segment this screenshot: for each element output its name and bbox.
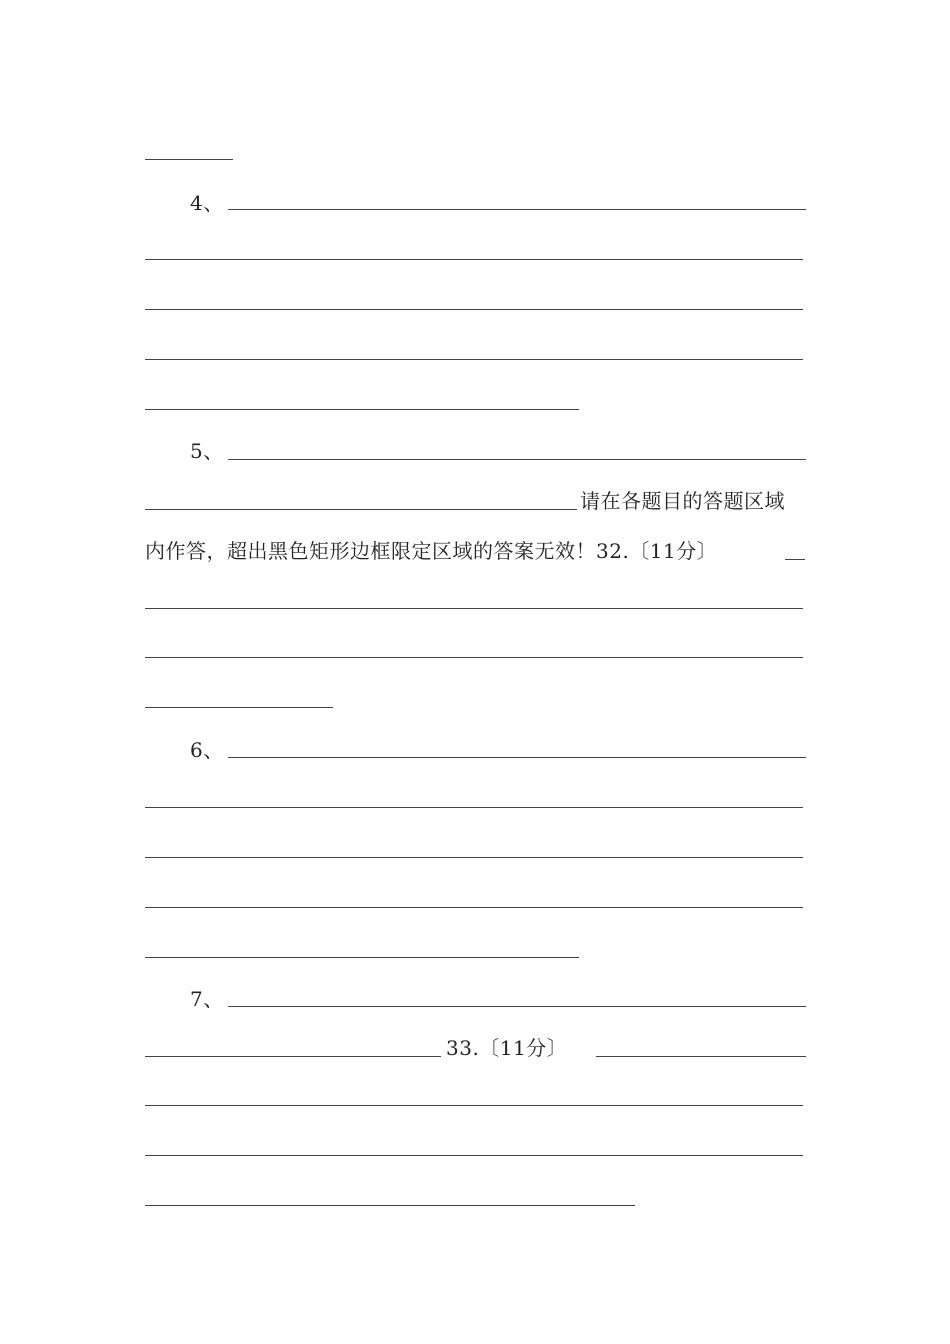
answer-blank-line[interactable] bbox=[145, 657, 803, 658]
answer-blank-line[interactable] bbox=[145, 608, 803, 609]
question-33-label: 33.〔11分〕 bbox=[446, 1036, 568, 1060]
answer-blank-line[interactable] bbox=[145, 957, 579, 958]
answer-blank-line[interactable] bbox=[228, 209, 806, 210]
answer-blank-line[interactable] bbox=[145, 409, 579, 410]
answer-blank-line[interactable] bbox=[145, 1205, 635, 1206]
answer-blank-line[interactable] bbox=[145, 159, 233, 160]
answer-blank-line[interactable] bbox=[145, 359, 803, 360]
answer-blank-line[interactable] bbox=[145, 857, 803, 858]
answer-blank-line[interactable] bbox=[145, 707, 333, 708]
question-number-4: 4、 bbox=[190, 191, 224, 215]
answer-area-notice-part1: 请在各题目的答题区域 bbox=[580, 489, 785, 513]
answer-blank-line[interactable] bbox=[145, 509, 577, 510]
question-number-5: 5、 bbox=[190, 439, 224, 463]
answer-blank-line[interactable] bbox=[145, 1155, 803, 1156]
answer-blank-line[interactable] bbox=[145, 259, 803, 260]
answer-blank-line[interactable] bbox=[785, 559, 805, 560]
answer-blank-line[interactable] bbox=[596, 1056, 806, 1057]
answer-blank-line[interactable] bbox=[145, 1056, 441, 1057]
question-number-7: 7、 bbox=[190, 987, 224, 1011]
answer-blank-line[interactable] bbox=[228, 757, 806, 758]
answer-blank-line[interactable] bbox=[228, 459, 806, 460]
answer-blank-line[interactable] bbox=[145, 807, 803, 808]
answer-area-notice-part2: 内作答，超出黑色矩形边框限定区域的答案无效！32.〔11分〕 bbox=[145, 539, 718, 563]
answer-blank-line[interactable] bbox=[228, 1006, 806, 1007]
answer-blank-line[interactable] bbox=[145, 1105, 803, 1106]
answer-blank-line[interactable] bbox=[145, 907, 803, 908]
question-number-6: 6、 bbox=[190, 738, 224, 762]
answer-blank-line[interactable] bbox=[145, 309, 803, 310]
